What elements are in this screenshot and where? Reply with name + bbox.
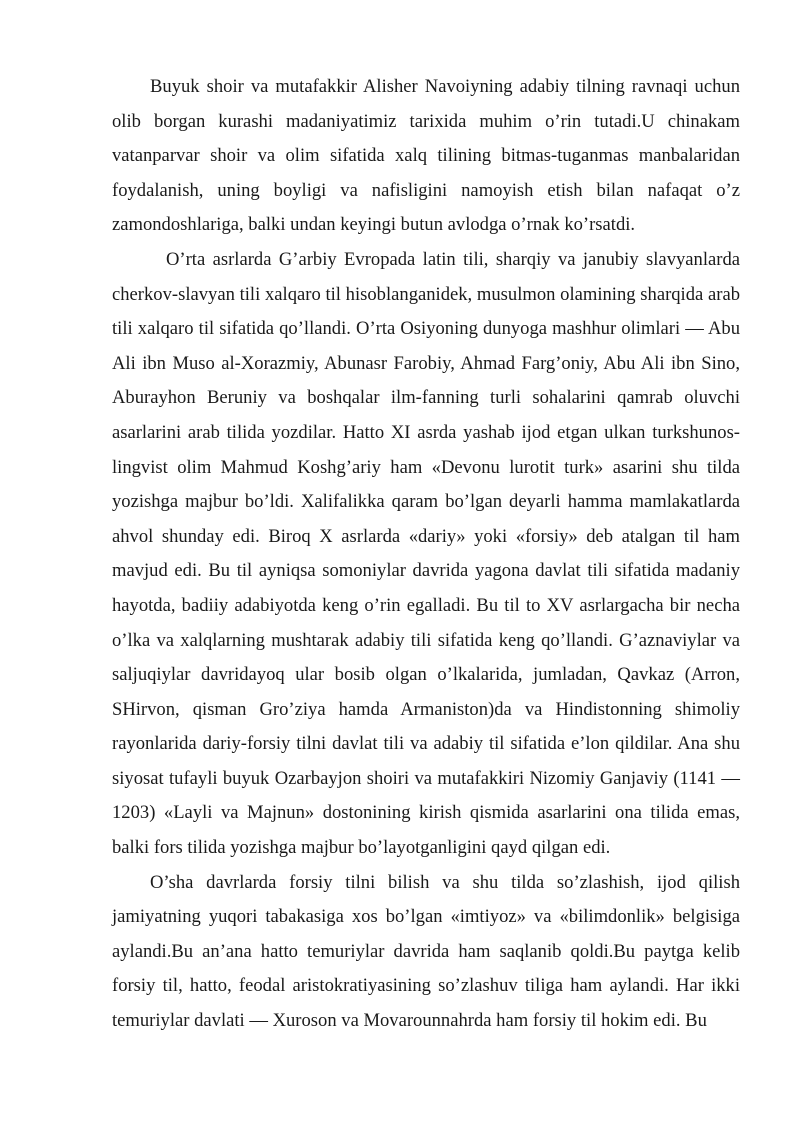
paragraph-persian-prestige: O’sha davrlarda forsiy tilni bilish va shu tilda so’zlashish, ijod qilish jamiyatning yuqori tabakasiga xos bo’lgan «imtiyoz» va «bilimdonlik» belgisiga aylandi.Bu an’ana hatto temuriylar davrida ham saqlanib qoldi.Bu paytga kelib forsiy til, hatto, feodal aristokratiyasining so’zlashuv tiliga ham aylandi. Har ikki temuriylar davlati — Xuroson va Movarounnahrda ham forsiy til hokim edi. Bu — [112, 871, 740, 1032]
paragraph-medieval-languages: O’rta asrlarda G’arbiy Evropada latin tili, sharqiy va janubiy slavyanlarda cherkov-slavyan tili xalqaro til hisoblanganidek, musulmon olamining sharqida arab tili xalqaro til sifatida qo’llandi. O’rta Osiyoning dunyoga mashhur olimlari — Abu Ali ibn Muso al-Xorazmiy, Abunasr Farobiy, Ahmad Farg’oniy, Abu Ali ibn Sino, Aburayhon Beruniy va boshqalar ilm-fanning turli sohalarini qamrab oluvchi asarlarini arab tilida yozdilar. Hatto XI asrda yashab ijod etgan ulkan turkshunos-lingvist olim Mahmud Koshg’ariy ham «Devonu lurotit turk» asarini shu tilda yozishga majbur bo’ldi. Xalifalikka qaram bo’lgan deyarli hamma mamlakatlarda ahvol shunday edi. Biroq X asrlarda «dariy» yoki «forsiy» deb atalgan til ham mavjud edi. Bu til ayniqsa somoniylar davrida yagona davlat tili sifatida madaniy hayotda, badiiy adabiyotda keng o’rin egalladi. Bu til to XV asrlargacha bir necha o’lka va xalqlarning mushtarak adabiy tili sifatida keng qo’llandi. G’aznaviylar va saljuqiylar davridayoq ular bosib olgan o’lkalarida, jumladan, Qavkaz (Arron, SHirvon, qisman Gro’ziya hamda Armaniston)da va Hindistonning shimoliy rayonlarida dariy-forsiy tilni davlat tili va adabiy til sifatida e’lon qildilar. Ana shu siyosat tufayli buyuk Ozarbayjon shoiri va mutafakkiri Nizomiy Ganjaviy (1141 —1203) «Layli va Majnun» dostonining kirish qismida asarlarini ona tilida emas, balki fors tilida yozishga majbur bo’layotganligini qayd qilgan edi. — [112, 248, 740, 859]
document-page — [112, 70, 740, 1039]
paragraph-navoiy: Buyuk shoir va mutafakkir Alisher Navoiyning adabiy tilning ravnaqi uchun olib borgan kurashi madaniyatimiz tarixida muhim o’rin tutadi.U chinakam vatanparvar shoir va olim sifatida xalq tilining bitmas-tuganmas manbalaridan foydalanish, uning boyligi va nafisligini namoyish etish bilan nafaqat o’z zamondoshlariga, balki undan keyingi butun avlodga o’rnak ko’rsatdi. — [112, 76, 740, 236]
